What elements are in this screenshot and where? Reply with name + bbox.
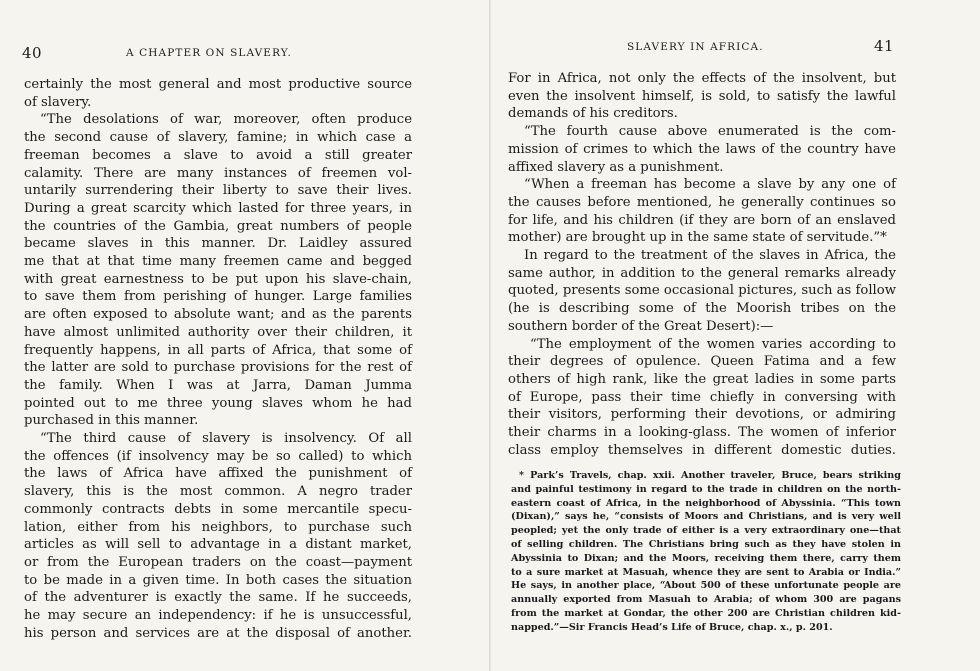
left-page [0, 0, 489, 671]
text-line: quoted, presents some occasional pictures, such as follow [508, 283, 896, 299]
text-line: class employ themselves in different domestic duties. [508, 442, 896, 458]
text-line: their degrees of opulence. Queen Fatima and a few [508, 354, 896, 370]
text-line: the family. When I was at Jarra, Daman Jumma [24, 377, 412, 393]
text-line: “The fourth cause above enumerated is the com- [524, 124, 896, 140]
text-line: commonly contracts debts in some mercantile specu- [24, 501, 412, 517]
text-line: mother) are brought up in the same state of servitude.”* [508, 230, 887, 246]
text-line: (he is describing some of the Moorish tribes on the [508, 301, 896, 317]
text-line: certainly the most general and most productive source [24, 77, 412, 92]
text-line: or from the European traders on the coast—payment [24, 554, 412, 570]
text-line: have almost unlimited authority over their children, it [24, 324, 412, 340]
text-line: “The third cause of slavery is insolvency. Of all [40, 431, 412, 447]
text-line: In regard to the treatment of the slaves in Africa, the [524, 248, 896, 264]
page-number: 40 [22, 44, 43, 62]
text-line: annually exported from Masuah to Arabia; of whom 300 are pagans [511, 594, 901, 606]
text-line: mission of crimes to which the laws of the country have [508, 141, 896, 157]
text-line: of slavery. [24, 94, 92, 110]
text-line: of Europe, pass their time chiefly in conversing with [508, 389, 896, 405]
text-line: untarily surrendering their liberty to save their lives. [24, 183, 412, 199]
text-line: lation, either from his neighbors, to purchase such [24, 519, 412, 535]
text-line: from the market at Gondar, the other 200 are Christian children kid- [511, 607, 901, 619]
body-text [508, 70, 896, 459]
text-line: same author, in addition to the general remarks already [508, 265, 896, 281]
text-line: the laws of Africa have affixed the punishment of [24, 466, 412, 482]
text-line: to a sure market at Masuah, whence they are sent to Arabia or India.” [511, 566, 901, 578]
text-line: (Dixan),” says he, “consists of Moors and Christians, and is very well [511, 511, 901, 523]
text-line: he may secure an independency: if he is unsuccessful, [24, 608, 412, 624]
text-line: the second cause of slavery, famine; in which case a [24, 130, 412, 146]
text-line: for life, and his children (if they are born of an enslaved [508, 212, 896, 228]
right-page [491, 0, 980, 671]
text-line: napped.”—Sir Francis Head’s Life of Bruce, chap. x., p. 201. [511, 621, 833, 633]
text-line: southern border of the Great Desert):— [508, 318, 774, 334]
text-line: “When a freeman has become a slave by any one of [524, 177, 896, 193]
text-line: demands of his creditors. [508, 106, 678, 122]
text-line: even the insolvent himself, is sold, to satisfy the lawful [508, 88, 896, 104]
text-line: others of high rank, like the great ladies in some parts [508, 371, 896, 387]
page-number: 41 [874, 37, 895, 55]
text-line: to save them from perishing of hunger. Large families [24, 289, 412, 305]
text-line: freeman becomes a slave to avoid a still greater [24, 147, 412, 163]
text-line: pointed out to me three young slaves whom he had [24, 395, 412, 411]
text-line: are often exposed to absolute want; and as the parents [24, 307, 412, 323]
text-line: became slaves in this manner. Dr. Laidley assured [24, 236, 412, 252]
text-line: Abyssinia to Dixan; and the Moors, receiving them there, carry them [511, 552, 901, 564]
footnote [511, 469, 901, 635]
text-line: eastern coast of Africa, in the neighborhood of Abyssinia. “This town [511, 497, 901, 509]
text-line: the countries of the Gambia, great numbers of people [24, 218, 412, 234]
text-line: peopled; yet the only trade of either is a very extraordinary one—that [511, 525, 901, 537]
running-head: SLAVERY IN AFRICA. [627, 41, 764, 53]
text-line: of the adventurer is exactly the same. If he succeeds, [24, 590, 412, 606]
text-line: purchased in this manner. [24, 413, 199, 429]
text-line: the offences (if insolvency may be so called) to which [24, 448, 412, 464]
text-line: For in Africa, not only the effects of the insolvent, but [508, 71, 896, 86]
text-line: their visitors, performing their devotions, or admiring [508, 407, 896, 423]
body-text [24, 76, 412, 643]
text-line: the causes before mentioned, he generally continues so [508, 194, 896, 210]
text-line: affixed slavery as a punishment. [508, 159, 724, 175]
text-line: articles as will sell to advantage in a distant market, [24, 537, 412, 553]
text-line: to be made in a given time. In both cases the situation [24, 572, 412, 588]
text-line: with great earnestness to be put upon his slave-chain, [24, 271, 412, 287]
running-head: A CHAPTER ON SLAVERY. [126, 47, 292, 59]
text-line: slavery, this is the most common. A negro trader [24, 484, 412, 500]
text-line: frequently happens, in all parts of Africa, that some of [24, 342, 412, 358]
text-line: * Park’s Travels, chap. xxii. Another traveler, Bruce, bears striking [519, 470, 901, 481]
text-line: He says, in another place, “About 500 of these unfortunate people are [511, 580, 901, 592]
text-line: his person and services are at the disposal of another. [24, 625, 412, 641]
text-line: “The employment of the women varies according to [530, 336, 896, 352]
text-line: me that at that time many freemen came and begged [24, 254, 412, 270]
text-line: the latter are sold to purchase provisions for the rest of [24, 360, 412, 376]
text-line: “The desolations of war, moreover, often produce [40, 112, 412, 128]
text-line: During a great scarcity which lasted for three years, in [24, 200, 412, 216]
text-line: calamity. There are many instances of freemen vol- [24, 165, 412, 181]
text-line: their charms in a looking-glass. The women of inferior [508, 425, 896, 441]
text-line: of selling children. The Christians bring such as they have stolen in [511, 538, 901, 550]
text-line: and painful testimony in regard to the trade in children on the north- [511, 483, 901, 495]
